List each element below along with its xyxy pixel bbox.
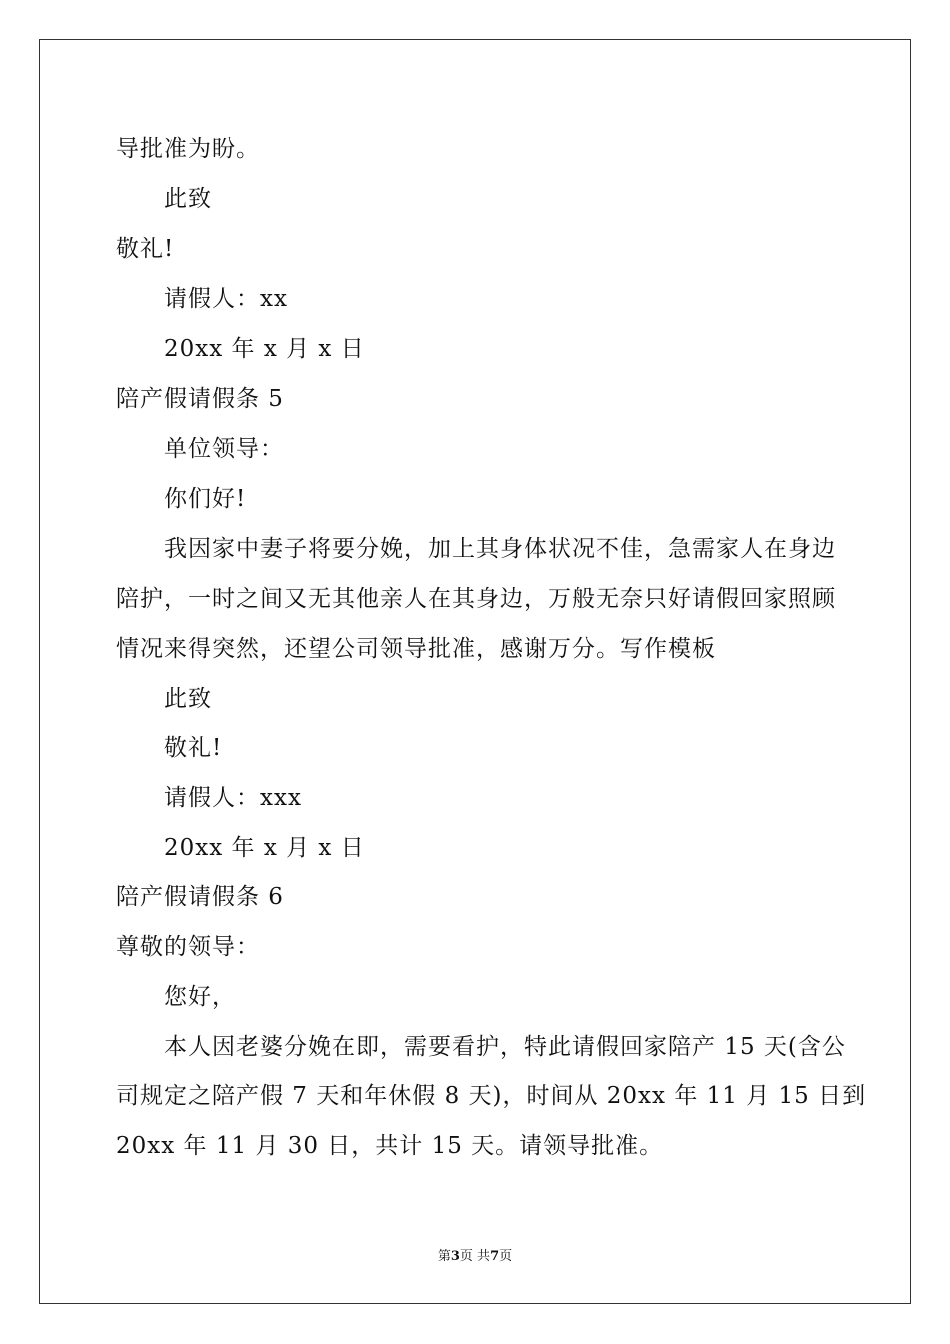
text-line: 20xx 年 x 月 x 日: [164, 336, 365, 362]
text-line: 你们好!: [164, 486, 247, 512]
text-line: 本人因老婆分娩在即，需要看护，特此请假回家陪产 15 天(含公: [164, 1034, 846, 1060]
text-line: 陪护，一时之间又无其他亲人在其身边，万般无奈只好请假回家照顾: [116, 586, 836, 612]
text-line: 司规定之陪产假 7 天和年休假 8 天)，时间从 20xx 年 11 月 15 日到: [116, 1083, 867, 1109]
total-page-number: 7: [490, 1249, 500, 1264]
section-heading: 陪产假请假条 5: [116, 386, 284, 412]
text-line: 尊敬的领导：: [116, 934, 260, 960]
text-line: 此致: [164, 686, 212, 712]
text-line: 导批准为盼。: [116, 136, 260, 162]
text-line: 敬礼!: [116, 236, 175, 262]
section-heading: 陪产假请假条 6: [116, 884, 284, 910]
text-line: 单位领导：: [164, 436, 284, 462]
text-line: 我因家中妻子将要分娩，加上其身体状况不佳，急需家人在身边: [164, 536, 836, 562]
text-line: 请假人：xxx: [164, 785, 302, 811]
footer-suffix: 页: [499, 1249, 513, 1264]
footer-prefix: 第: [437, 1249, 451, 1264]
text-line: 敬礼!: [164, 735, 223, 761]
text-line: 20xx 年 11 月 30 日，共计 15 天。请领导批准。: [116, 1133, 664, 1159]
text-line: 情况来得突然，还望公司领导批准，感谢万分。写作模板: [116, 636, 716, 662]
footer-mid: 页 共: [459, 1249, 491, 1264]
text-line: 20xx 年 x 月 x 日: [164, 835, 365, 861]
text-line: 您好，: [164, 984, 236, 1010]
page-footer: [0, 1248, 950, 1266]
text-line: 此致: [164, 186, 212, 212]
text-line: 请假人：xx: [164, 286, 288, 312]
current-page-number: 3: [450, 1249, 460, 1264]
page-border: [39, 39, 911, 1304]
